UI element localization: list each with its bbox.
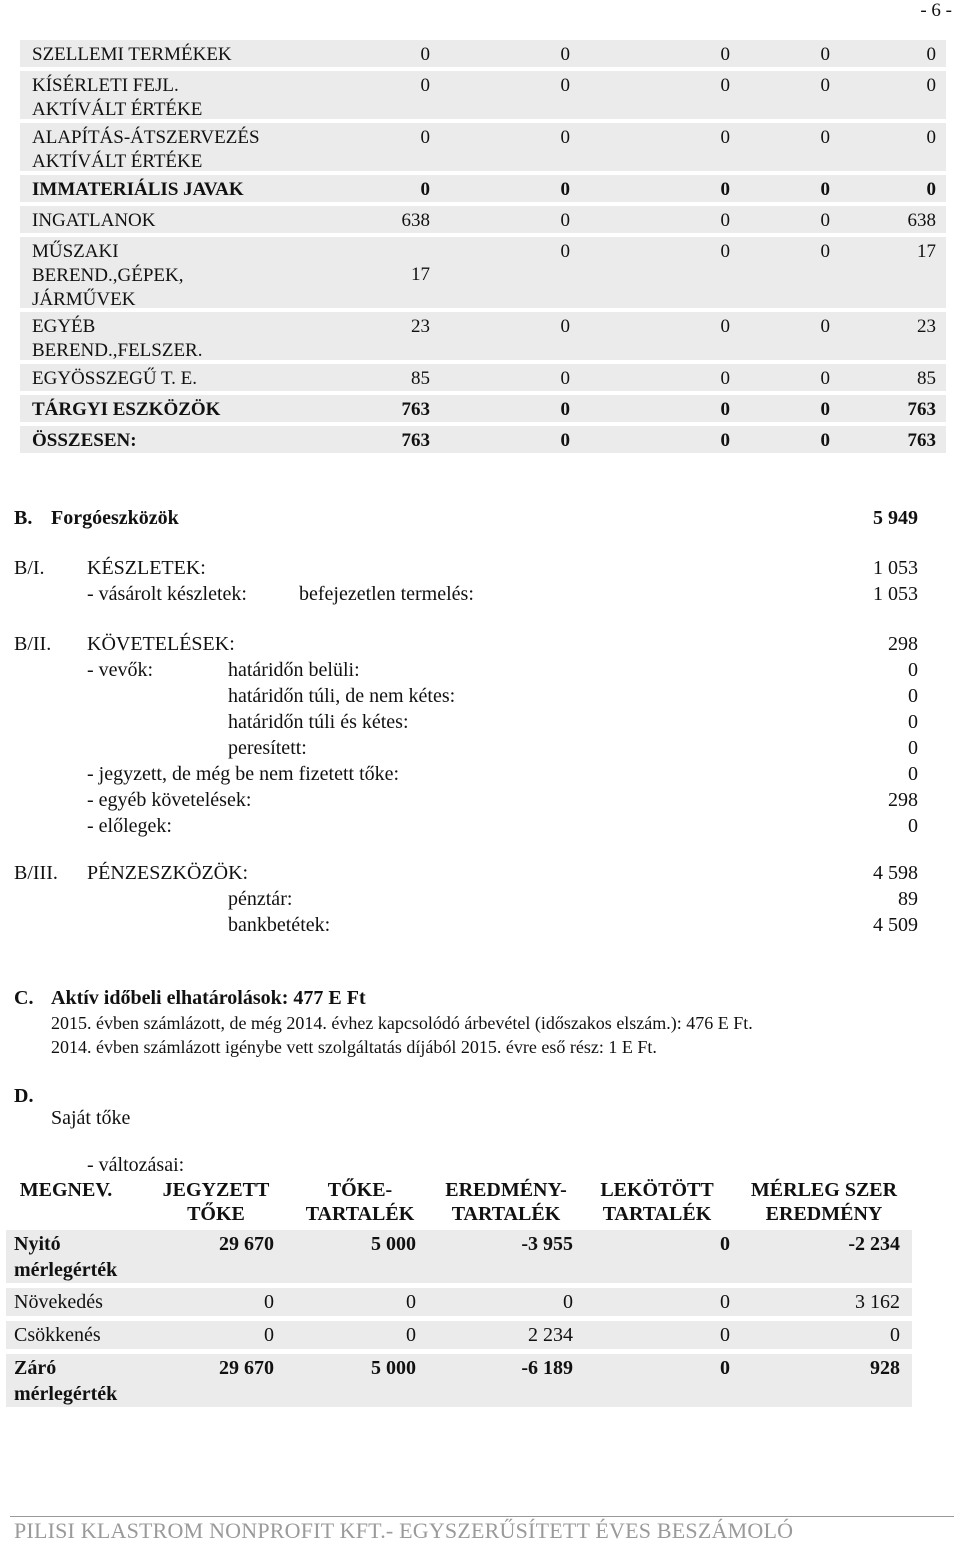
asset-row-label: ALAPÍTÁS-ÁTSZERVEZÉS AKTÍVÁLT ÉRTÉKE: [32, 127, 260, 172]
asset-row-value: 763: [401, 430, 430, 451]
b1-line-mid: befejezetlen termelés:: [299, 583, 474, 605]
receivable-line-label: határidőn túli és kétes:: [228, 711, 409, 733]
equity-table: [6, 1176, 912, 1412]
footer-rule: [10, 1516, 954, 1517]
equity-row: [6, 1321, 912, 1354]
section-d-title: Saját tőke: [51, 1107, 131, 1129]
section-c-line-2: 2014. évben számlázott igénybe vett szolgáltatás díjából 2015. évre eső rész: 1 E Ft.: [51, 1037, 657, 1057]
asset-row-value: 0: [560, 399, 570, 420]
asset-row-value: 23: [411, 316, 430, 337]
asset-row-value: 0: [560, 241, 570, 262]
asset-row-value: 0: [720, 75, 730, 96]
asset-row-value: 0: [560, 430, 570, 451]
equity-header-cell: TŐKE- TARTALÉK: [305, 1179, 415, 1225]
asset-row-value: 0: [820, 44, 830, 65]
equity-row-value: 928: [870, 1357, 900, 1379]
b2-code: B/II.: [14, 633, 52, 655]
asset-row-value: 0: [820, 127, 830, 148]
equity-row-value: 29 670: [219, 1357, 274, 1379]
asset-row-value: 0: [560, 179, 570, 200]
equity-row-value: 5 000: [371, 1233, 416, 1255]
equity-row-value: -3 955: [521, 1233, 573, 1255]
asset-row-value: 0: [926, 179, 936, 200]
asset-row-value: 638: [401, 210, 430, 231]
equity-row-label: Növekedés: [14, 1291, 103, 1313]
equity-changes-label: - változásai:: [87, 1154, 185, 1176]
receivable-other-value: 0: [908, 763, 918, 785]
equity-table-header: [6, 1176, 912, 1230]
asset-row-value: 0: [560, 210, 570, 231]
asset-row-value: 0: [720, 179, 730, 200]
asset-row-value: 0: [820, 368, 830, 389]
asset-row-label: EGYÉB BEREND.,FELSZER.: [32, 316, 203, 361]
b3-value: 4 598: [873, 862, 918, 884]
equity-row: [6, 1354, 912, 1412]
receivable-line-label: peresített:: [228, 737, 307, 759]
asset-row: [20, 123, 946, 175]
equity-row-label: Csökkenés: [14, 1324, 101, 1346]
equity-row-value: 0: [720, 1233, 730, 1255]
b3-title: PÉNZESZKÖZÖK:: [87, 862, 249, 884]
asset-row-label: INGATLANOK: [32, 210, 156, 231]
asset-row-value: 763: [907, 399, 936, 420]
equity-header-cell: JEGYZETT TŐKE: [162, 1179, 270, 1225]
b2-vevok-label: - vevők:: [87, 659, 154, 681]
equity-header-cell: MÉRLEG SZER EREDMÉNY: [750, 1179, 898, 1225]
asset-row-label: MŰSZAKI BEREND.,GÉPEK, JÁRMŰVEK: [32, 241, 184, 310]
asset-row: [20, 237, 946, 312]
asset-row-value: 0: [560, 127, 570, 148]
equity-row: [6, 1288, 912, 1321]
asset-row-label: IMMATERIÁLIS JAVAK: [32, 179, 244, 200]
asset-row-value: 0: [560, 44, 570, 65]
asset-row: [20, 312, 946, 364]
equity-row-value: 0: [406, 1291, 416, 1313]
asset-row-value: 0: [820, 179, 830, 200]
equity-row-value: 0: [720, 1357, 730, 1379]
equity-row-value: 5 000: [371, 1357, 416, 1379]
b1-code: B/I.: [14, 557, 45, 579]
asset-row-value: 85: [917, 368, 936, 389]
asset-row-value: 17: [917, 241, 936, 262]
page-number: - 6 -: [920, 0, 952, 21]
equity-row-value: 0: [264, 1291, 274, 1313]
footer-text: PILISI KLASTROM NONPROFIT KFT.- EGYSZERŰSÍTETT ÉVES BESZÁMOLÓ: [14, 1518, 794, 1543]
asset-row: [20, 71, 946, 123]
equity-row-value: 0: [264, 1324, 274, 1346]
asset-row-value: 763: [907, 430, 936, 451]
receivable-other-label: - jegyzett, de még be nem fizetett tőke:: [87, 763, 400, 785]
receivable-line-value: 0: [908, 685, 918, 707]
asset-row: [20, 175, 946, 206]
cash-line-label: pénztár:: [228, 888, 293, 910]
asset-row-value: 0: [820, 430, 830, 451]
section-c-letter: C.: [14, 987, 34, 1009]
asset-row-value: 0: [420, 127, 430, 148]
asset-row-label: ÖSSZESEN:: [32, 430, 137, 451]
equity-row-value: 3 162: [855, 1291, 900, 1313]
asset-row-value: 0: [820, 210, 830, 231]
equity-header-cell: MEGNEV.: [19, 1179, 113, 1201]
receivable-other-value: 298: [888, 789, 918, 811]
asset-row-value: 0: [820, 241, 830, 262]
receivable-other-value: 0: [908, 815, 918, 837]
equity-header-cell: LEKÖTÖTT TARTALÉK: [600, 1179, 714, 1225]
receivable-line-value: 0: [908, 659, 918, 681]
asset-row-value: 0: [926, 127, 936, 148]
asset-row-label: EGYÖSSZEGŰ T. E.: [32, 368, 198, 389]
asset-row-label: SZELLEMI TERMÉKEK: [32, 44, 232, 65]
section-d-letter: D.: [14, 1085, 34, 1107]
asset-row-value: 0: [720, 368, 730, 389]
asset-row-value: 0: [720, 210, 730, 231]
cash-line-value: 89: [898, 888, 918, 910]
b1-line-label: - vásárolt készletek:: [87, 583, 247, 605]
asset-row-value: 0: [926, 75, 936, 96]
asset-row-value: 0: [560, 75, 570, 96]
asset-row-value: 0: [420, 179, 430, 200]
equity-row-value: 2 234: [528, 1324, 573, 1346]
asset-row-value: 0: [820, 399, 830, 420]
section-b-letter: B.: [14, 507, 33, 529]
equity-row-value: 0: [890, 1324, 900, 1346]
receivable-line-value: 0: [908, 737, 918, 759]
section-c-title: Aktív időbeli elhatárolások: 477 E Ft: [51, 987, 366, 1009]
asset-row: [20, 426, 946, 457]
receivable-line-value: 0: [908, 711, 918, 733]
equity-header-cell: EREDMÉNY- TARTALÉK: [445, 1179, 567, 1225]
asset-row-value: 0: [720, 430, 730, 451]
asset-row-value: 0: [720, 127, 730, 148]
cash-line-value: 4 509: [873, 914, 918, 936]
asset-row-value: 763: [401, 399, 430, 420]
asset-row-value: 0: [820, 316, 830, 337]
equity-row-value: -2 234: [848, 1233, 900, 1255]
cash-line-label: bankbetétek:: [228, 914, 331, 936]
equity-row-label: Nyitó mérlegérték: [14, 1233, 118, 1281]
equity-row: [6, 1230, 912, 1288]
receivable-line-label: határidőn túli, de nem kétes:: [228, 685, 456, 707]
b3-code: B/III.: [14, 862, 58, 884]
asset-row-value: 0: [560, 316, 570, 337]
equity-row-value: 0: [406, 1324, 416, 1346]
equity-row-label: Záró mérlegérték: [14, 1357, 118, 1405]
asset-row-value: 638: [907, 210, 936, 231]
asset-table: [20, 40, 946, 457]
section-b-title: Forgóeszközök: [51, 507, 179, 529]
asset-row-value: 23: [917, 316, 936, 337]
asset-row-value: 0: [420, 44, 430, 65]
equity-row-value: 0: [563, 1291, 573, 1313]
asset-row-value: 0: [720, 44, 730, 65]
equity-row-value: 0: [720, 1324, 730, 1346]
asset-row: [20, 395, 946, 426]
b2-title: KÖVETELÉSEK:: [87, 633, 235, 655]
equity-row-value: 0: [720, 1291, 730, 1313]
asset-row: [20, 40, 946, 71]
receivable-line-label: határidőn belüli:: [228, 659, 360, 681]
asset-row-value: 17: [411, 264, 430, 285]
b1-title: KÉSZLETEK:: [87, 557, 206, 579]
receivable-other-label: - előlegek:: [87, 815, 172, 837]
section-c-line-1: 2015. évben számlázott, de még 2014. évhez kapcsolódó árbevétel (időszakos elszám.): 476 E Ft.: [51, 1013, 753, 1033]
asset-row-value: 85: [411, 368, 430, 389]
b1-line-value: 1 053: [873, 583, 918, 605]
asset-row-value: 0: [926, 44, 936, 65]
equity-row-value: -6 189: [521, 1357, 573, 1379]
asset-row-value: 0: [720, 241, 730, 262]
b1-value: 1 053: [873, 557, 918, 579]
asset-row: [20, 206, 946, 237]
asset-row-value: 0: [560, 368, 570, 389]
receivable-other-label: - egyéb követelések:: [87, 789, 252, 811]
asset-row-label: KÍSÉRLETI FEJL. AKTÍVÁLT ÉRTÉKE: [32, 75, 203, 120]
asset-row-value: 0: [720, 316, 730, 337]
section-b-value: 5 949: [873, 507, 918, 529]
equity-row-value: 29 670: [219, 1233, 274, 1255]
asset-row-value: 0: [720, 399, 730, 420]
b2-value: 298: [888, 633, 918, 655]
asset-row: [20, 364, 946, 395]
asset-row-value: 0: [420, 75, 430, 96]
asset-row-label: TÁRGYI ESZKÖZÖK: [32, 399, 221, 420]
asset-row-value: 0: [820, 75, 830, 96]
